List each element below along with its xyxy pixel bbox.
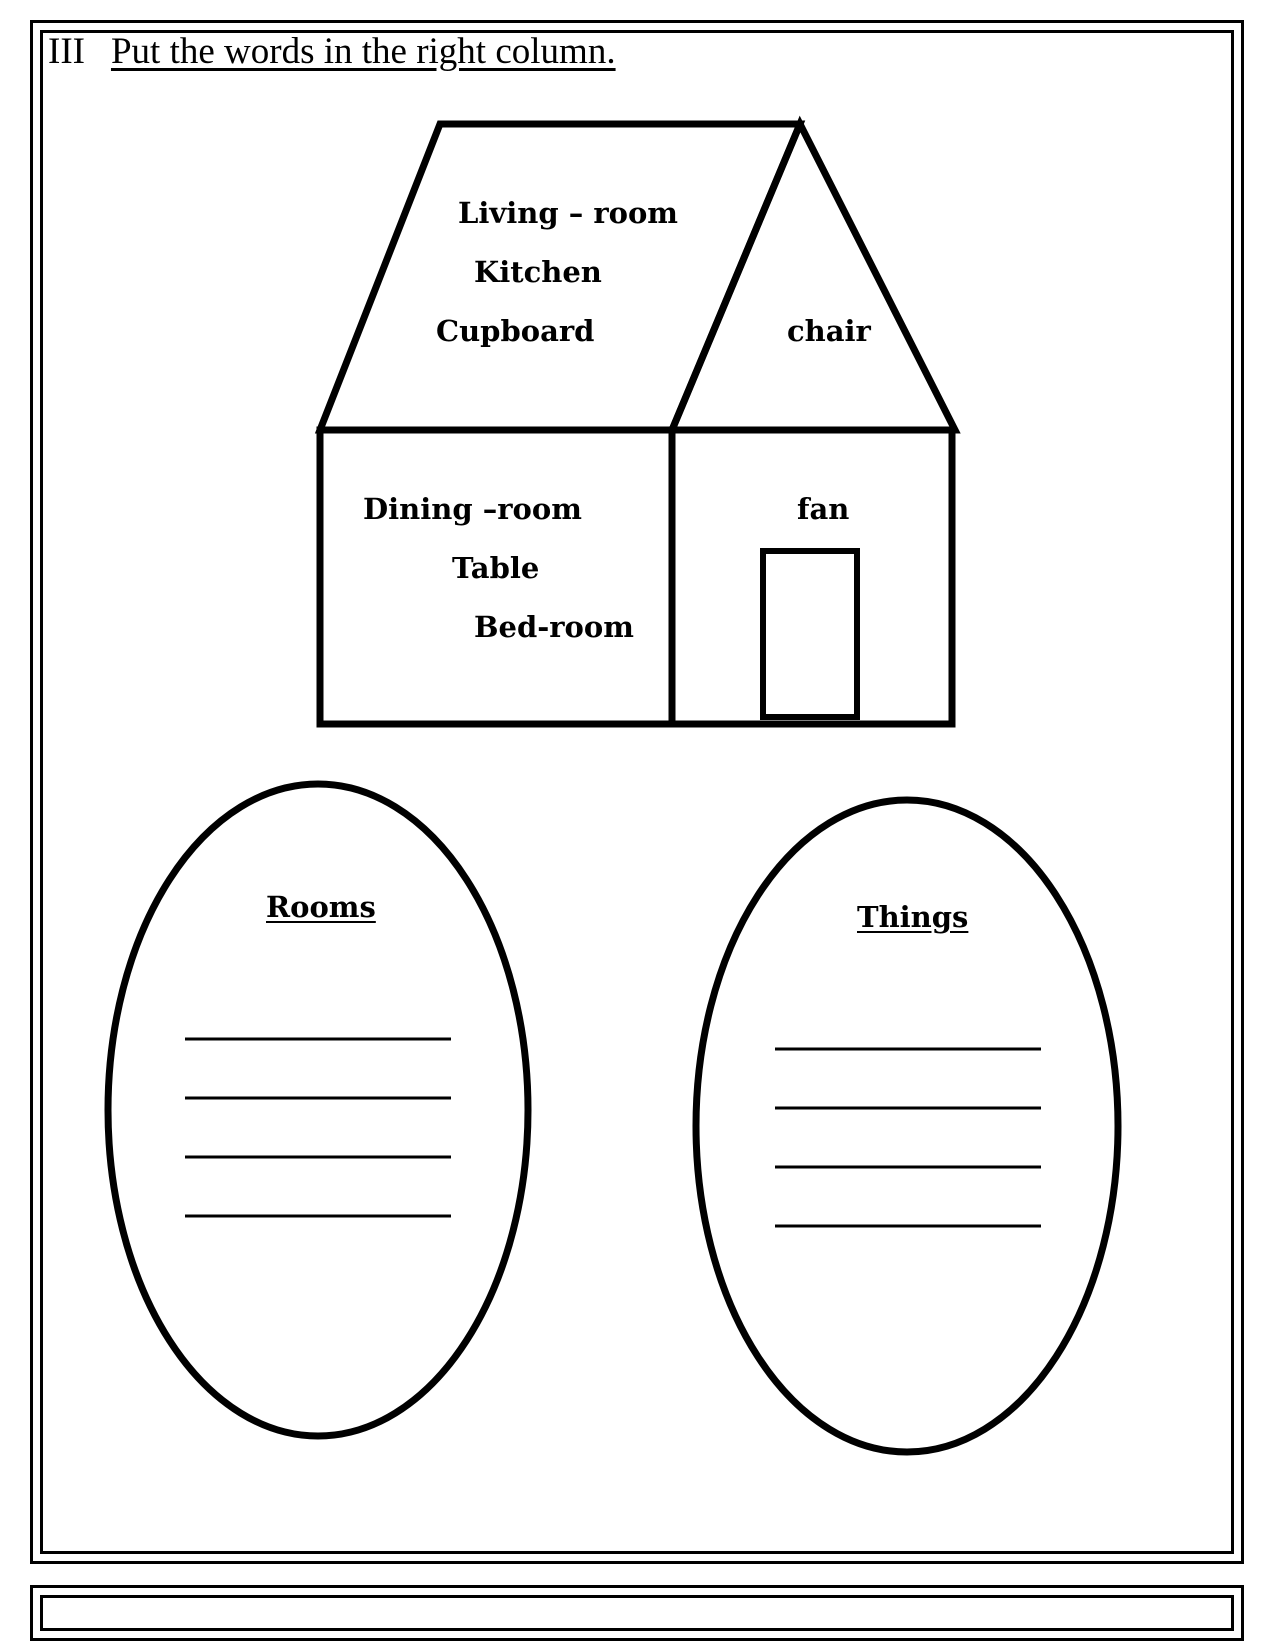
word-bed-room[interactable]: Bed-room	[474, 610, 634, 644]
word-table[interactable]: Table	[452, 551, 540, 585]
word-fan[interactable]: fan	[797, 492, 850, 526]
house-wall-right	[672, 430, 952, 724]
word-kitchen[interactable]: Kitchen	[474, 255, 602, 289]
things-oval	[696, 800, 1118, 1452]
word-cupboard[interactable]: Cupboard	[436, 314, 595, 348]
word-dining-room[interactable]: Dining –room	[363, 492, 582, 526]
things-column-title: Things	[857, 900, 969, 934]
exercise-number: III	[48, 31, 85, 72]
exercise-instruction: Put the words in the right column.	[110, 31, 616, 72]
word-living-room[interactable]: Living – room	[458, 196, 678, 230]
rooms-oval	[108, 784, 528, 1436]
house-door	[763, 551, 857, 717]
house-roof-right	[672, 124, 955, 430]
word-chair[interactable]: chair	[787, 314, 871, 348]
rooms-column-title: Rooms	[266, 890, 376, 924]
